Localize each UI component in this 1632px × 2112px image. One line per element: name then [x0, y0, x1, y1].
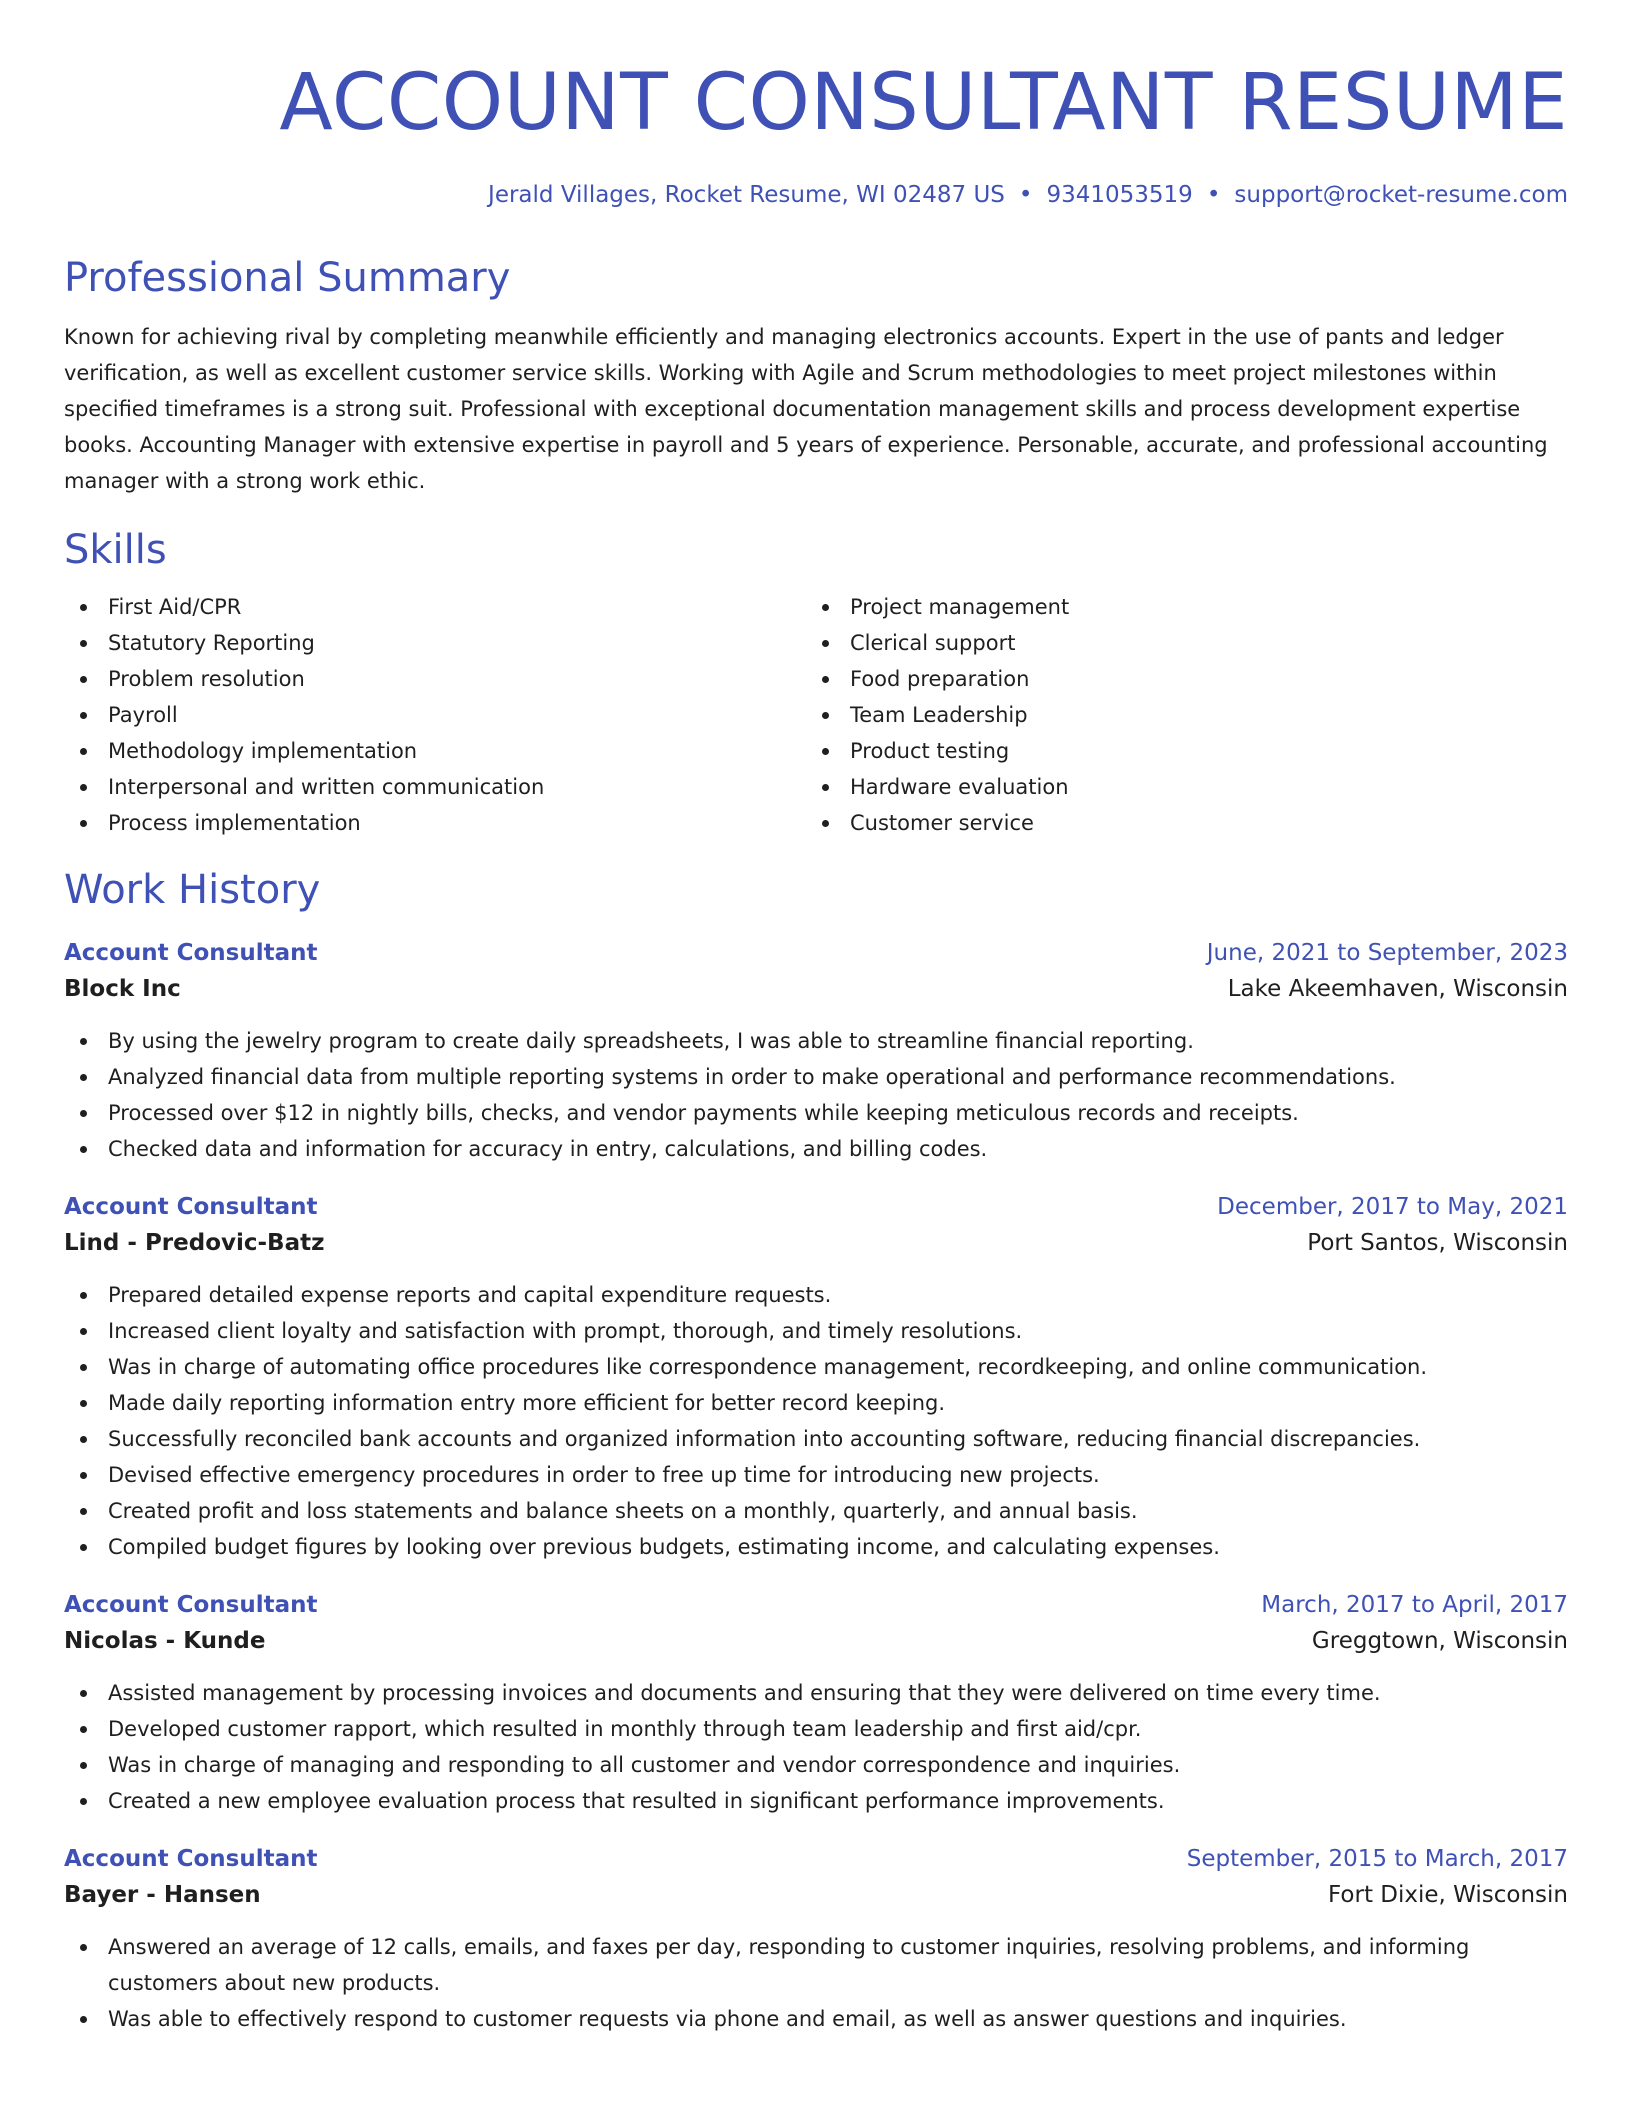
contact-phone: 9341053519	[1046, 182, 1193, 208]
job-bullets	[64, 1277, 1568, 1565]
work-history-heading: Work History	[64, 867, 321, 913]
job-bullet: Increased client loyalty and satisfaction with prompt, thorough, and timely resolutions.	[64, 1313, 1568, 1349]
skills-heading: Skills	[64, 527, 167, 573]
job-location: Lake Akeemhaven, Wisconsin	[1227, 976, 1568, 1002]
skills-column-right	[806, 589, 1548, 841]
job-company: Block Inc	[64, 976, 181, 1002]
job-bullet: Successfully reconciled bank accounts and organized information into accounting software, reducing financial discrepancies.	[64, 1421, 1568, 1457]
contact-separator: •	[1018, 182, 1033, 208]
skill-item: Statutory Reporting	[64, 625, 806, 661]
job-bullet: By using the jewelry program to create daily spreadsheets, I was able to streamline financial reporting.	[64, 1023, 1568, 1059]
skill-item: Team Leadership	[806, 697, 1548, 733]
contact-email: support@rocket-resume.com	[1234, 182, 1568, 208]
job-bullets	[64, 1929, 1568, 2037]
skill-item: Hardware evaluation	[806, 769, 1548, 805]
contact-separator: •	[1206, 182, 1221, 208]
skill-item: Problem resolution	[64, 661, 806, 697]
job-bullet: Developed customer rapport, which resulted in monthly through team leadership and first aid/cpr.	[64, 1711, 1568, 1747]
job-location: Fort Dixie, Wisconsin	[1328, 1882, 1568, 1908]
resume-page	[64, 0, 1568, 2037]
job-entry	[64, 935, 1568, 1167]
job-bullets	[64, 1023, 1568, 1167]
skill-item: Methodology implementation	[64, 733, 806, 769]
skill-item: Product testing	[806, 733, 1548, 769]
job-bullet: Made daily reporting information entry more efficient for better record keeping.	[64, 1385, 1568, 1421]
job-bullet: Created a new employee evaluation process that resulted in significant performance improvements.	[64, 1783, 1568, 1819]
job-bullets	[64, 1675, 1568, 1819]
job-title: Account Consultant	[64, 1592, 318, 1618]
contact-line	[64, 179, 1568, 211]
job-title: Account Consultant	[64, 1194, 318, 1220]
skill-item: Interpersonal and written communication	[64, 769, 806, 805]
skills-list	[64, 589, 1568, 841]
job-bullet: Prepared detailed expense reports and capital expenditure requests.	[64, 1277, 1568, 1313]
job-location: Port Santos, Wisconsin	[1307, 1230, 1568, 1256]
job-company: Bayer - Hansen	[64, 1882, 261, 1908]
job-bullet: Analyzed financial data from multiple reporting systems in order to make operational and performance recommendations.	[64, 1059, 1568, 1095]
job-location: Greggtown, Wisconsin	[1311, 1628, 1568, 1654]
job-dates: March, 2017 to April, 2017	[1261, 1592, 1568, 1618]
skill-item: Process implementation	[64, 805, 806, 841]
job-bullet: Was in charge of managing and responding to all customer and vendor correspondence and inquiries.	[64, 1747, 1568, 1783]
summary-heading: Professional Summary	[64, 255, 511, 301]
skills-column-left	[64, 589, 806, 841]
resume-title: ACCOUNT CONSULTANT RESUME	[279, 58, 1568, 148]
job-company: Lind - Predovic-Batz	[64, 1230, 325, 1256]
job-bullet: Was in charge of automating office procedures like correspondence management, recordkeeping, and online communication.	[64, 1349, 1568, 1385]
job-bullet: Created profit and loss statements and balance sheets on a monthly, quarterly, and annual basis.	[64, 1493, 1568, 1529]
skill-item: Clerical support	[806, 625, 1548, 661]
job-entry	[64, 1189, 1568, 1565]
skill-item: Payroll	[64, 697, 806, 733]
job-bullet: Answered an average of 12 calls, emails, and faxes per day, responding to customer inquiries, resolving problems, and informing customers about new products.	[64, 1929, 1568, 2001]
skill-item: Project management	[806, 589, 1548, 625]
job-dates: June, 2021 to September, 2023	[1206, 940, 1568, 966]
contact-address: Jerald Villages, Rocket Resume, WI 02487 US	[488, 182, 1005, 208]
job-bullet: Assisted management by processing invoices and documents and ensuring that they were delivered on time every time.	[64, 1675, 1568, 1711]
skill-item: Customer service	[806, 805, 1548, 841]
job-entry	[64, 1587, 1568, 1819]
job-bullet: Devised effective emergency procedures in order to free up time for introducing new projects.	[64, 1457, 1568, 1493]
job-entry	[64, 1841, 1568, 2037]
job-bullet: Was able to effectively respond to customer requests via phone and email, as well as answer questions and inquiries.	[64, 2001, 1568, 2037]
job-bullet: Processed over $12 in nightly bills, checks, and vendor payments while keeping meticulous records and receipts.	[64, 1095, 1568, 1131]
summary-text: Known for achieving rival by completing meanwhile efficiently and managing electronics accounts. Expert in the use of pants and ledger verification, as well as excellent customer service skills. Working with Agile and Scrum methodologies to meet project milestones within specified timeframes is a strong suit. Professional with exceptional documentation management skills and process development expertise books. Accounting Manager with extensive expertise in payroll and 5 years of experience. Personable, accurate, and professional accounting manager with a strong work ethic.	[64, 325, 1548, 493]
job-dates: September, 2015 to March, 2017	[1186, 1846, 1568, 1872]
job-title: Account Consultant	[64, 1846, 318, 1872]
job-bullet: Checked data and information for accuracy in entry, calculations, and billing codes.	[64, 1131, 1568, 1167]
job-company: Nicolas - Kunde	[64, 1628, 266, 1654]
skill-item: Food preparation	[806, 661, 1548, 697]
job-bullet: Compiled budget figures by looking over previous budgets, estimating income, and calculating expenses.	[64, 1529, 1568, 1565]
skill-item: First Aid/CPR	[64, 589, 806, 625]
job-dates: December, 2017 to May, 2021	[1217, 1194, 1568, 1220]
job-title: Account Consultant	[64, 940, 318, 966]
